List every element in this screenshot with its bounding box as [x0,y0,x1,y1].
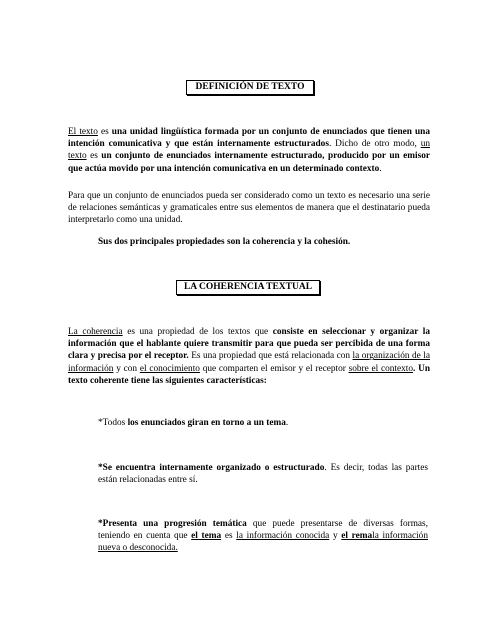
text-run: es [221,531,237,542]
term-sobre-el-contexto: sobre el contexto [348,363,414,374]
characteristic-item-2 [98,462,428,486]
term-informacion-conocida: la información conocida [236,531,330,542]
term-organizacion-informacion: la organización de la información [68,351,430,374]
definition-paragraph [68,126,430,175]
text-run: *Todos [98,418,128,428]
text-run-bold: *Presenta una progresión temática [98,519,247,529]
text-run: es [86,151,102,162]
text-run-bold: una unidad lingüística formada por un conjunto de enunciados que tienen una intención comunicativa y que están internamente estructurados [68,127,430,150]
coherence-paragraph [68,326,430,387]
term-el-tema: el tema [191,531,222,542]
term-el-texto: El texto [68,127,98,137]
text-run: . Dicho de otro modo, [328,139,421,150]
characteristic-item-1 [98,417,428,429]
text-run: . [285,418,289,428]
text-run-bold: un conjunto de enunciados internamente estructurado, producido por un emisor que actúa movido por una intención comunicativa en un determinado contexto [68,151,430,174]
text-run: y [329,531,342,542]
properties-paragraph: Sus dos principales propiedades son la coherencia y la cohesión. [98,237,351,247]
text-run: Es una propiedad que está relacionada con [188,351,353,362]
conditions-paragraph: Para que un conjunto de enunciados pueda ser considerado como un texto es necesario una serie de relaciones semánticas y gramaticales entre sus elementos de manera que el destinatario pueda interpretarlo como una unidad. [68,191,430,226]
term-el-conocimiento: el conocimiento [139,363,200,374]
heading-la-coherencia-textual: LA COHERENCIA TEXTUAL [176,280,320,295]
term-el-rema: el rema [341,531,373,542]
term-la-coherencia: La coherencia [68,327,123,337]
text-run: que comparten el emisor y el receptor [199,363,349,374]
text-run: es una propiedad de los textos que [122,327,273,337]
text-run: es [97,127,112,137]
text-run: y con [113,363,140,374]
heading-definicion-de-texto: DEFINICIÓN DE TEXTO [186,80,314,95]
text-run: que puede presentarse de diversas formas, teniendo en cuenta que [98,519,428,542]
text-run-bold: consiste en seleccionar y organizar la información que el hablante quiere transmitir para que pueda ser percibida de una forma clara y precisa por el receptor. [68,327,430,362]
text-run: . Es decir, todas las partes están relacionadas entre sí. [98,463,428,486]
text-run-bold: *Se encuentra internamente organizado o estructurado [98,463,325,473]
term-un-texto: un texto [68,139,430,162]
text-run: . Un texto coherente tiene las siguientes características: [68,363,430,386]
text-run-bold: los enunciados giran en torno a un tema [127,418,286,428]
term-informacion-nueva: la información nueva o desconocida. [98,531,428,554]
characteristic-item-3 [98,518,428,555]
text-run: . [379,163,382,174]
